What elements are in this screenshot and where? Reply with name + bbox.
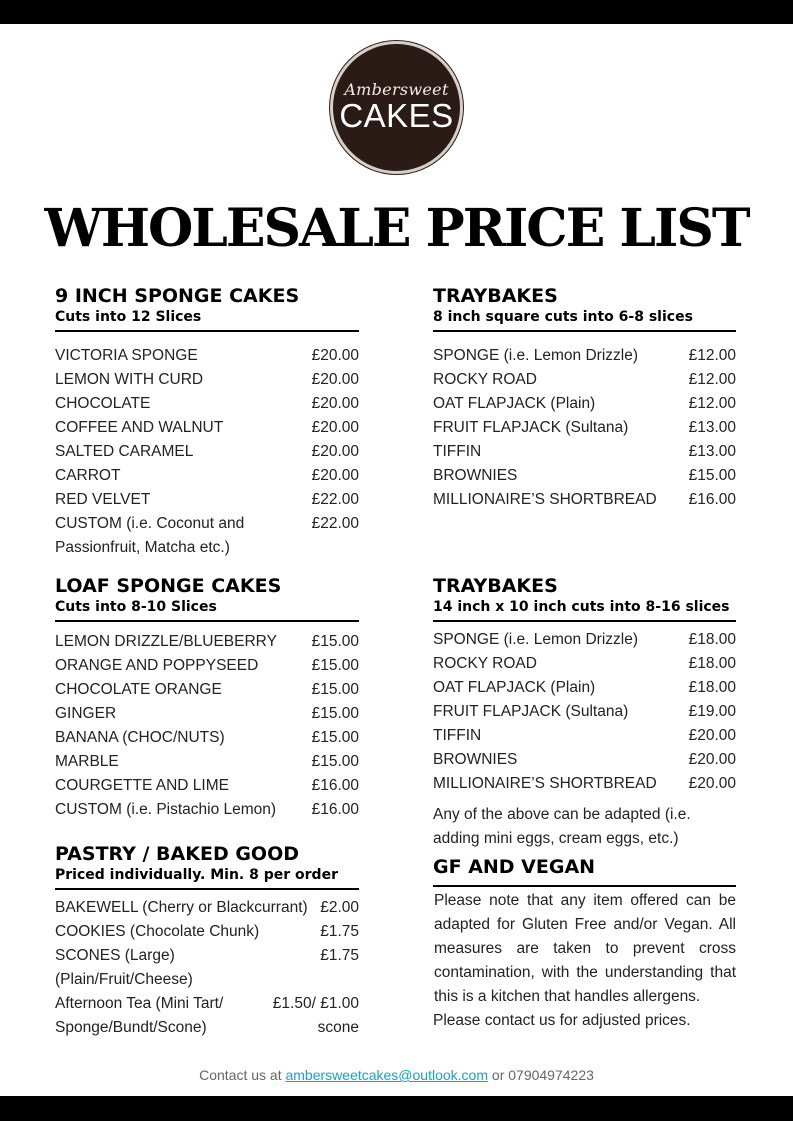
price-row (55, 944, 359, 992)
price-row (433, 652, 736, 676)
price-row (433, 344, 736, 368)
item-price: £15.00 (311, 729, 359, 746)
section-title: GF AND VEGAN (433, 856, 596, 878)
item-price: £20.00 (311, 467, 359, 484)
price-row (55, 678, 359, 702)
price-row (55, 896, 359, 920)
item-price: £20.00 (311, 347, 359, 364)
item-name: FRUIT FLAPJACK (Sultana) (433, 419, 629, 436)
item-price: £20.00 (688, 727, 736, 744)
item-price: £1.75 (320, 947, 359, 964)
price-row (55, 702, 359, 726)
price-list (55, 896, 359, 1040)
section-title: LOAF SPONGE CAKES (55, 575, 282, 597)
section-title: TRAYBAKES (433, 575, 558, 597)
price-row (433, 724, 736, 748)
item-name: CARROT (55, 467, 121, 484)
price-row (433, 416, 736, 440)
item-price: £13.00 (688, 419, 736, 436)
item-name: ROCKY ROAD (433, 371, 537, 388)
price-list (433, 628, 736, 796)
item-name: BROWNIES (433, 467, 518, 484)
gf-vegan-paragraph: Please note that any item offered can be adapted for Gluten Free and/or Vegan. All measures are taken to prevent cross contamination, with the understanding that this is a kitchen that handles allergens. (434, 892, 736, 1005)
item-name: SPONGE (i.e. Lemon Drizzle) (433, 631, 638, 648)
price-row (433, 488, 736, 512)
section-pastry (55, 843, 359, 1040)
item-name: COFFEE AND WALNUT (55, 419, 224, 436)
section-title: TRAYBAKES (433, 285, 558, 307)
price-row (55, 368, 359, 392)
price-row (55, 488, 359, 512)
item-price: £16.00 (311, 777, 359, 794)
item-name: CHOCOLATE (55, 395, 151, 412)
price-row (433, 368, 736, 392)
item-name: TIFFIN (433, 443, 482, 460)
item-name: COURGETTE AND LIME (55, 777, 229, 794)
item-price: £20.00 (311, 371, 359, 388)
section-divider (55, 620, 359, 622)
adaptation-note: Any of the above can be adapted (i.e. adding mini eggs, cream eggs, etc.) (433, 806, 691, 847)
item-name: BAKEWELL (Cherry or Blackcurrant) (55, 899, 308, 916)
item-name: LEMON DRIZZLE/BLUEBERRY (55, 633, 277, 650)
price-list (55, 344, 359, 560)
item-price: £20.00 (311, 419, 359, 436)
section-traybakes-14inch (433, 575, 736, 796)
item-price: £16.00 (311, 801, 359, 818)
phone-number: 07904974223 (508, 1067, 594, 1083)
price-row (55, 774, 359, 798)
brand-logo (330, 41, 463, 174)
price-row (55, 512, 359, 560)
price-list (433, 344, 736, 512)
item-price: £12.00 (688, 395, 736, 412)
item-name: RED VELVET (55, 491, 151, 508)
item-price: £22.00 (311, 491, 359, 508)
price-row (433, 464, 736, 488)
item-price: £18.00 (688, 655, 736, 672)
item-name: OAT FLAPJACK (Plain) (433, 395, 596, 412)
item-price: £12.00 (688, 371, 736, 388)
item-price: £2.00 (320, 899, 359, 916)
item-price: £22.00 (311, 515, 359, 532)
item-price: £15.00 (311, 657, 359, 674)
item-price: £20.00 (311, 443, 359, 460)
item-price: £15.00 (311, 681, 359, 698)
logo-script-text: Ambersweet (344, 80, 449, 99)
logo-word-text: CAKES (339, 97, 454, 134)
item-name: MARBLE (55, 753, 119, 770)
price-row (433, 676, 736, 700)
item-name: BANANA (CHOC/NUTS) (55, 729, 225, 746)
price-row (433, 748, 736, 772)
item-price: £15.00 (688, 467, 736, 484)
item-price: £20.00 (688, 775, 736, 792)
item-name: VICTORIA SPONGE (55, 347, 198, 364)
section-sponge-cakes (55, 285, 359, 560)
item-name: ROCKY ROAD (433, 655, 537, 672)
price-row (55, 920, 359, 944)
item-price: £15.00 (311, 705, 359, 722)
price-row (55, 464, 359, 488)
section-subtitle: Priced individually. Min. 8 per order (55, 867, 338, 883)
section-subtitle: 14 inch x 10 inch cuts into 8-16 slices (433, 599, 730, 615)
price-row (433, 772, 736, 796)
item-price: £18.00 (688, 631, 736, 648)
item-name: BROWNIES (433, 751, 518, 768)
price-row (55, 344, 359, 368)
item-price: £12.00 (688, 347, 736, 364)
section-divider (433, 330, 736, 332)
item-name: CHOCOLATE ORANGE (55, 681, 222, 698)
email-link[interactable]: ambersweetcakes@outlook.com (285, 1067, 489, 1083)
item-name: COOKIES (Chocolate Chunk) (55, 923, 260, 940)
section-divider (433, 885, 736, 887)
section-divider (55, 888, 359, 890)
bottom-black-bar (0, 1096, 793, 1121)
item-name: CUSTOM (i.e. Pistachio Lemon) (55, 801, 277, 818)
section-subtitle: Cuts into 12 Slices (55, 309, 202, 325)
item-name: MILLIONAIRE’S SHORTBREAD (433, 775, 657, 792)
section-divider (55, 330, 359, 332)
price-row (55, 654, 359, 678)
price-row (433, 700, 736, 724)
item-price: £15.00 (311, 633, 359, 650)
item-price: £13.00 (688, 443, 736, 460)
footer-middle: or (491, 1067, 505, 1083)
section-title: PASTRY / BAKED GOOD (55, 843, 299, 865)
section-subtitle: 8 inch square cuts into 6-8 slices (433, 309, 693, 325)
section-loaf-cakes (55, 575, 359, 822)
section-title: 9 INCH SPONGE CAKES (55, 285, 300, 307)
item-price: £20.00 (311, 395, 359, 412)
item-name: SALTED CARAMEL (55, 443, 194, 460)
section-traybakes-8inch (433, 285, 736, 512)
item-price: £16.00 (688, 491, 736, 508)
item-name: FRUIT FLAPJACK (Sultana) (433, 703, 629, 720)
price-row (55, 992, 359, 1040)
price-row (433, 628, 736, 652)
section-gf-vegan (433, 856, 736, 1033)
price-row (55, 440, 359, 464)
price-row (433, 392, 736, 416)
item-price: £20.00 (688, 751, 736, 768)
item-name: TIFFIN (433, 727, 482, 744)
footer-contact (0, 1066, 793, 1084)
item-name: Afternoon Tea (Mini Tart/ Sponge/Bundt/Scone) (55, 995, 224, 1036)
price-row (55, 392, 359, 416)
item-name: LEMON WITH CURD (55, 371, 204, 388)
page-title: WHOLESALE PRICE LIST (44, 198, 749, 259)
price-row (55, 798, 359, 822)
price-list (55, 630, 359, 822)
item-name: SPONGE (i.e. Lemon Drizzle) (433, 347, 638, 364)
price-row (55, 630, 359, 654)
price-row (433, 440, 736, 464)
item-name: MILLIONAIRE’S SHORTBREAD (433, 491, 657, 508)
section-divider (433, 620, 736, 622)
footer-prefix: Contact us at (199, 1067, 282, 1083)
top-black-bar (0, 0, 793, 24)
section-subtitle: Cuts into 8-10 Slices (55, 599, 217, 615)
price-row (55, 416, 359, 440)
item-name: OAT FLAPJACK (Plain) (433, 679, 596, 696)
item-price: £1.75 (320, 923, 359, 940)
item-price: £15.00 (311, 753, 359, 770)
item-price: £19.00 (688, 703, 736, 720)
item-name: SCONES (Large) (Plain/Fruit/Cheese) (55, 947, 193, 988)
gf-vegan-contact-line: Please contact us for adjusted prices. (433, 1012, 691, 1029)
price-row (55, 726, 359, 750)
price-row (55, 750, 359, 774)
item-name: CUSTOM (i.e. Coconut and Passionfruit, Matcha etc.) (55, 515, 245, 556)
item-name: ORANGE AND POPPYSEED (55, 657, 259, 674)
item-price: £18.00 (688, 679, 736, 696)
item-name: GINGER (55, 705, 117, 722)
item-price: £1.50/ £1.00 scone (272, 995, 359, 1036)
